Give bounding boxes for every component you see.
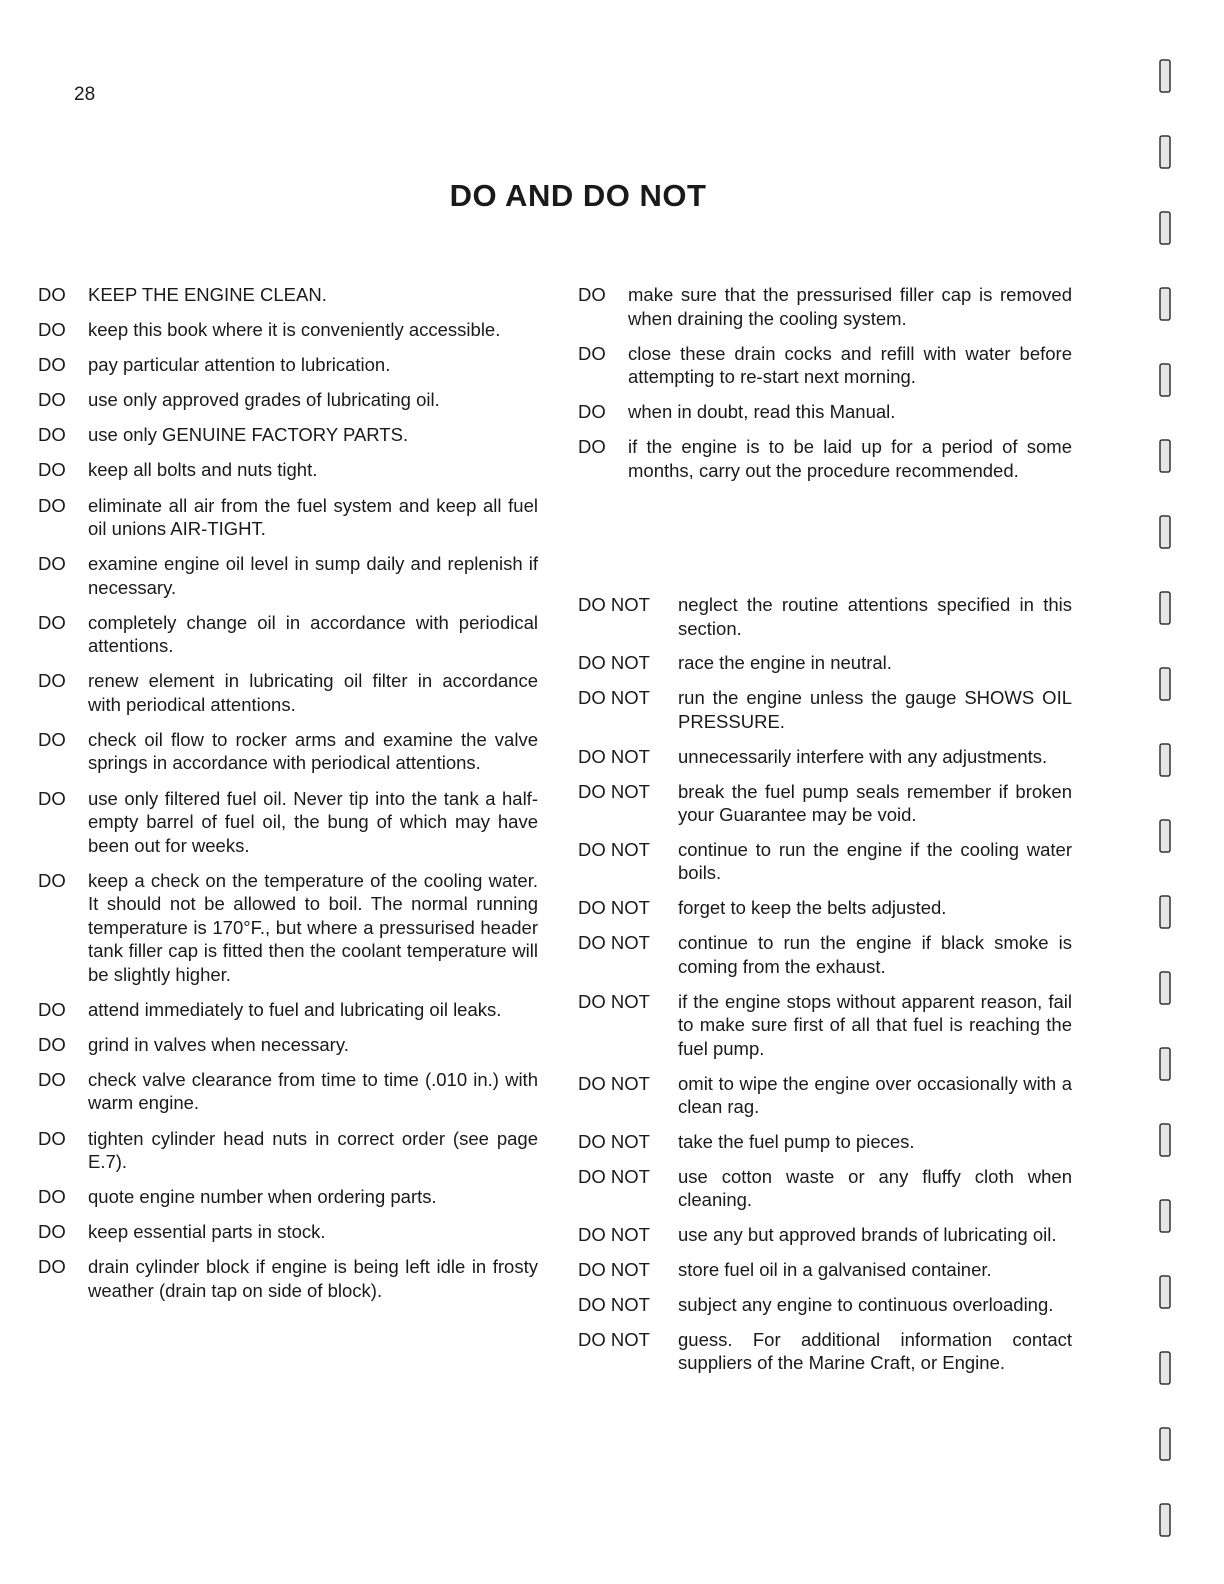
ring-binding-holes [1146,50,1186,1580]
instruction-text: keep essential parts in stock. [88,1221,326,1243]
binding-hole [1160,668,1170,700]
do-list-right [578,283,1072,494]
do-label: DO [38,389,66,411]
do-label: DO [38,424,66,446]
do-item [38,998,538,1022]
do-label: DO [38,354,66,376]
do-item [38,423,538,447]
do-label: DO [38,553,66,575]
do-item [38,458,538,482]
instruction-text: subject any engine to continuous overloading. [678,1293,1054,1315]
do-item [38,283,538,307]
do-not-item [578,838,1072,885]
do-label: DO [38,1127,66,1149]
binding-hole [1160,212,1170,244]
instruction-text: completely change oil in accordance with periodical attentions. [88,611,538,657]
do-not-item [578,990,1072,1061]
instruction-text: eliminate all air from the fuel system and keep all fuel oil unions AIR-TIGHT. [88,494,538,540]
binding-hole [1160,1276,1170,1308]
instruction-text: close these drain cocks and refill with water before attempting to re-start next morning. [628,342,1072,387]
do-not-label: DO NOT [578,780,650,802]
instruction-text: make sure that the pressurised filler cap is removed when draining the cooling system. [628,284,1072,329]
page-number: 28 [74,84,96,105]
instruction-text: if the engine is to be laid up for a period of some months, carry out the procedure recommended. [628,436,1072,481]
do-list-left [38,283,538,1314]
binding-hole [1160,440,1170,472]
do-not-item [578,593,1072,640]
do-not-label: DO NOT [578,687,650,709]
do-item [38,1185,538,1209]
do-item [38,869,538,987]
do-not-item [578,1223,1072,1247]
instruction-text: use only GENUINE FACTORY PARTS. [88,424,409,446]
instruction-text: tighten cylinder head nuts in correct order (see page E.7). [88,1127,538,1172]
do-item [38,388,538,412]
do-label: DO [38,728,66,750]
do-item [38,1127,538,1174]
binding-hole [1160,364,1170,396]
do-not-item [578,1072,1072,1119]
do-item [38,353,538,377]
do-item [38,728,538,775]
instruction-text: renew element in lubricating oil filter in accordance with periodical attentions. [88,670,538,715]
do-label: DO [38,998,66,1020]
do-not-item [578,745,1072,769]
binding-hole [1160,592,1170,624]
do-not-item [578,1165,1072,1212]
instruction-text: check oil flow to rocker arms and examine the valve springs in accordance with periodical attentions. [88,728,538,774]
do-not-item [578,686,1072,733]
instruction-text: use any but approved brands of lubricating oil. [678,1224,1057,1246]
do-not-label: DO NOT [578,1224,650,1246]
do-item [578,342,1072,389]
do-not-item [578,651,1072,675]
binding-hole [1160,1352,1170,1384]
instruction-text: examine engine oil level in sump daily and replenish if necessary. [88,553,538,598]
do-item [38,1255,538,1302]
binding-hole [1160,744,1170,776]
instruction-text: check valve clearance from time to time (.010 in.) with warm engine. [88,1068,538,1114]
do-item [578,435,1072,482]
do-not-item [578,896,1072,920]
instruction-text: unnecessarily interfere with any adjustments. [678,745,1048,767]
binding-hole [1160,820,1170,852]
do-item [38,611,538,658]
instruction-text: quote engine number when ordering parts. [88,1186,437,1208]
do-label: DO [578,401,606,422]
instruction-text: neglect the routine attentions specified in this section. [678,594,1072,639]
instruction-text: run the engine unless the gauge SHOWS OIL PRESSURE. [678,687,1072,732]
binding-hole [1160,1504,1170,1536]
do-label: DO [38,670,66,692]
do-item [38,318,538,342]
instruction-text: pay particular attention to lubrication. [88,354,391,376]
instruction-text: keep a check on the temperature of the cooling water. It should not be allowed to boil. The normal running temperature is 170°F., but where a pressurised header tank filler cap is fitted then the coolant temperature will be slightly higher. [88,869,538,985]
binding-hole [1160,1124,1170,1156]
instruction-text: use only filtered fuel oil. Never tip into the tank a half-empty barrel of fuel oil, the bung of which may have been out for weeks. [88,787,538,856]
do-label: DO [38,459,66,481]
instruction-text: keep this book where it is conveniently accessible. [88,319,501,341]
instruction-text: race the engine in neutral. [678,652,892,674]
do-not-label: DO NOT [578,990,650,1012]
do-label: DO [38,494,66,516]
do-label: DO [578,436,606,457]
do-item [38,787,538,858]
do-not-label: DO NOT [578,1259,650,1281]
instruction-text: omit to wipe the engine over occasionally with a clean rag. [678,1072,1072,1118]
instruction-text: take the fuel pump to pieces. [678,1130,915,1152]
do-item [38,1068,538,1115]
binding-hole [1160,972,1170,1004]
instruction-text: forget to keep the belts adjusted. [678,897,947,919]
do-label: DO [38,284,66,305]
do-not-item [578,1130,1072,1154]
do-not-label: DO NOT [578,932,650,954]
do-not-label: DO NOT [578,594,650,615]
do-not-label: DO NOT [578,745,650,767]
binding-hole [1160,1428,1170,1460]
instruction-text: guess. For additional information contact suppliers of the Marine Craft, or Engine. [678,1328,1072,1374]
instruction-text: break the fuel pump seals remember if broken your Guarantee may be void. [678,780,1072,826]
do-not-item [578,1293,1072,1317]
do-label: DO [38,1068,66,1090]
instruction-text: attend immediately to fuel and lubricating oil leaks. [88,998,502,1020]
binding-hole [1160,896,1170,928]
instruction-text: keep all bolts and nuts tight. [88,459,318,481]
do-label: DO [38,1256,66,1278]
do-item [38,669,538,716]
do-not-item [578,780,1072,827]
binding-hole [1160,136,1170,168]
do-label: DO [38,869,66,891]
instruction-text: when in doubt, read this Manual. [628,401,896,422]
do-label: DO [38,787,66,809]
do-item [38,494,538,541]
instruction-text: drain cylinder block if engine is being left idle in frosty weather (drain tap on side of block). [88,1256,538,1301]
do-label: DO [38,1221,66,1243]
instruction-text: continue to run the engine if black smoke is coming from the exhaust. [678,932,1072,977]
binding-hole [1160,1048,1170,1080]
do-label: DO [38,319,66,341]
do-not-item [578,1258,1072,1282]
do-label: DO [578,342,606,364]
instruction-text: continue to run the engine if the cooling water boils. [678,838,1072,884]
instruction-text: use only approved grades of lubricating oil. [88,389,440,411]
instruction-text: grind in valves when necessary. [88,1033,349,1055]
do-not-label: DO NOT [578,1293,650,1315]
binding-hole [1160,516,1170,548]
binding-hole [1160,288,1170,320]
do-not-label: DO NOT [578,1328,650,1350]
do-not-label: DO NOT [578,652,650,674]
do-not-list [578,593,1072,1386]
page-title: DO AND DO NOT [449,178,707,213]
instruction-text: if the engine stops without apparent reason, fail to make sure first of all that fuel is reaching the fuel pump. [678,990,1072,1059]
do-item [38,1033,538,1057]
binding-hole [1160,60,1170,92]
instruction-text: use cotton waste or any fluffy cloth when cleaning. [678,1165,1072,1211]
do-not-label: DO NOT [578,838,650,860]
do-not-label: DO NOT [578,1165,650,1187]
do-item [578,400,1072,424]
do-not-item [578,1328,1072,1375]
instruction-text: store fuel oil in a galvanised container. [678,1259,992,1281]
do-not-item [578,931,1072,978]
do-label: DO [38,1186,66,1208]
do-label: DO [38,1033,66,1055]
do-label: DO [38,611,66,633]
do-item [38,552,538,599]
do-not-label: DO NOT [578,1130,650,1152]
binding-hole [1160,1200,1170,1232]
do-not-label: DO NOT [578,897,650,919]
instruction-text: KEEP THE ENGINE CLEAN. [88,284,327,305]
do-item [578,283,1072,330]
do-label: DO [578,284,606,305]
do-not-label: DO NOT [578,1072,650,1094]
do-item [38,1220,538,1244]
